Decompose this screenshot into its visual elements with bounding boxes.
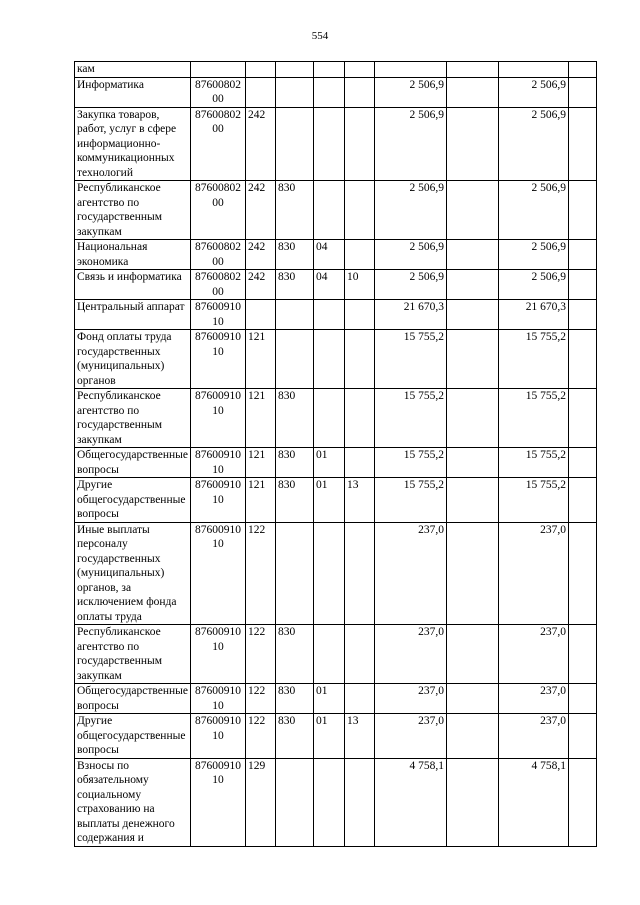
row-subsection bbox=[345, 448, 375, 478]
row-section bbox=[314, 107, 345, 181]
table-row bbox=[75, 758, 597, 846]
row-extra bbox=[447, 684, 499, 714]
row-section bbox=[314, 62, 345, 78]
table-row bbox=[75, 625, 597, 684]
row-section: 04 bbox=[314, 240, 345, 270]
row-amount-2: 237,0 bbox=[499, 625, 569, 684]
row-name: Республиканское агентство по государственным закупкам bbox=[75, 625, 191, 684]
row-amount: 15 755,2 bbox=[375, 448, 447, 478]
row-ministry-code: 830 bbox=[276, 684, 314, 714]
row-target-code: 8760091010 bbox=[191, 448, 246, 478]
row-extra bbox=[447, 625, 499, 684]
row-name: Национальная экономика bbox=[75, 240, 191, 270]
row-extra bbox=[447, 107, 499, 181]
row-amount-2: 15 755,2 bbox=[499, 448, 569, 478]
row-name: Иные выплаты персоналу государственных (муниципальных) органов, за исключением фонда оплаты труда bbox=[75, 522, 191, 625]
table-row bbox=[75, 77, 597, 107]
row-subsection bbox=[345, 62, 375, 78]
row-target-code: 8760080200 bbox=[191, 107, 246, 181]
row-section: 01 bbox=[314, 478, 345, 523]
row-amount: 15 755,2 bbox=[375, 330, 447, 389]
row-subsection bbox=[345, 522, 375, 625]
row-extra-2 bbox=[569, 77, 597, 107]
row-target-code: 8760091010 bbox=[191, 684, 246, 714]
row-section bbox=[314, 389, 345, 448]
row-amount-2: 15 755,2 bbox=[499, 478, 569, 523]
row-amount: 237,0 bbox=[375, 522, 447, 625]
table-row bbox=[75, 240, 597, 270]
row-section: 01 bbox=[314, 448, 345, 478]
row-section bbox=[314, 330, 345, 389]
row-name: Другие общегосударственные вопросы bbox=[75, 478, 191, 523]
row-subsection bbox=[345, 181, 375, 240]
row-section: 01 bbox=[314, 684, 345, 714]
row-subsection bbox=[345, 330, 375, 389]
table-row bbox=[75, 330, 597, 389]
row-amount-2: 2 506,9 bbox=[499, 107, 569, 181]
table-row bbox=[75, 270, 597, 300]
row-expense-type: 121 bbox=[246, 448, 276, 478]
row-expense-type: 242 bbox=[246, 181, 276, 240]
row-extra-2 bbox=[569, 330, 597, 389]
row-extra bbox=[447, 62, 499, 78]
row-extra-2 bbox=[569, 107, 597, 181]
row-ministry-code: 830 bbox=[276, 478, 314, 523]
row-amount: 15 755,2 bbox=[375, 389, 447, 448]
row-amount-2: 21 670,3 bbox=[499, 300, 569, 330]
row-target-code: 8760080200 bbox=[191, 77, 246, 107]
row-name: Республиканское агентство по государственным закупкам bbox=[75, 181, 191, 240]
row-subsection bbox=[345, 625, 375, 684]
row-amount-2: 237,0 bbox=[499, 684, 569, 714]
row-target-code: 8760091010 bbox=[191, 300, 246, 330]
row-extra-2 bbox=[569, 522, 597, 625]
table-row bbox=[75, 714, 597, 759]
row-target-code bbox=[191, 62, 246, 78]
row-name: Республиканское агентство по государственным закупкам bbox=[75, 389, 191, 448]
row-target-code: 8760091010 bbox=[191, 389, 246, 448]
row-extra-2 bbox=[569, 758, 597, 846]
row-subsection bbox=[345, 77, 375, 107]
row-section bbox=[314, 625, 345, 684]
row-extra bbox=[447, 270, 499, 300]
row-extra-2 bbox=[569, 389, 597, 448]
row-amount: 2 506,9 bbox=[375, 107, 447, 181]
row-extra-2 bbox=[569, 448, 597, 478]
table-body bbox=[75, 62, 597, 847]
row-expense-type: 242 bbox=[246, 107, 276, 181]
row-extra-2 bbox=[569, 478, 597, 523]
row-ministry-code: 830 bbox=[276, 181, 314, 240]
row-extra-2 bbox=[569, 181, 597, 240]
row-subsection bbox=[345, 107, 375, 181]
row-amount-2: 4 758,1 bbox=[499, 758, 569, 846]
row-extra-2 bbox=[569, 714, 597, 759]
row-extra-2 bbox=[569, 625, 597, 684]
row-amount-2: 15 755,2 bbox=[499, 330, 569, 389]
row-name: Другие общегосударственные вопросы bbox=[75, 714, 191, 759]
row-extra-2 bbox=[569, 240, 597, 270]
row-section bbox=[314, 522, 345, 625]
row-name: Закупка товаров, работ, услуг в сфере информационно-коммуникационных технологий bbox=[75, 107, 191, 181]
row-expense-type: 242 bbox=[246, 240, 276, 270]
row-expense-type: 122 bbox=[246, 522, 276, 625]
row-amount-2: 2 506,9 bbox=[499, 240, 569, 270]
row-expense-type: 122 bbox=[246, 714, 276, 759]
row-extra bbox=[447, 181, 499, 240]
row-name: Взносы по обязательному социальному страхованию на выплаты денежного содержания и bbox=[75, 758, 191, 846]
row-extra-2 bbox=[569, 62, 597, 78]
row-amount: 15 755,2 bbox=[375, 478, 447, 523]
row-ministry-code: 830 bbox=[276, 389, 314, 448]
row-target-code: 8760091010 bbox=[191, 714, 246, 759]
row-amount: 2 506,9 bbox=[375, 240, 447, 270]
row-name: Информатика bbox=[75, 77, 191, 107]
row-expense-type bbox=[246, 62, 276, 78]
row-ministry-code bbox=[276, 300, 314, 330]
row-amount: 237,0 bbox=[375, 714, 447, 759]
row-ministry-code bbox=[276, 77, 314, 107]
row-name: Центральный аппарат bbox=[75, 300, 191, 330]
row-ministry-code bbox=[276, 62, 314, 78]
row-extra bbox=[447, 714, 499, 759]
row-expense-type bbox=[246, 300, 276, 330]
row-subsection: 13 bbox=[345, 478, 375, 523]
row-extra bbox=[447, 389, 499, 448]
row-subsection bbox=[345, 389, 375, 448]
row-amount-2: 237,0 bbox=[499, 714, 569, 759]
row-extra bbox=[447, 240, 499, 270]
row-amount-2: 2 506,9 bbox=[499, 77, 569, 107]
table-row bbox=[75, 107, 597, 181]
row-expense-type: 129 bbox=[246, 758, 276, 846]
row-section bbox=[314, 300, 345, 330]
row-expense-type: 121 bbox=[246, 330, 276, 389]
row-ministry-code bbox=[276, 107, 314, 181]
row-extra bbox=[447, 330, 499, 389]
row-target-code: 8760080200 bbox=[191, 181, 246, 240]
row-name: кам bbox=[75, 62, 191, 78]
row-amount-2: 15 755,2 bbox=[499, 389, 569, 448]
row-ministry-code: 830 bbox=[276, 625, 314, 684]
table-row bbox=[75, 389, 597, 448]
row-section bbox=[314, 77, 345, 107]
row-amount: 2 506,9 bbox=[375, 77, 447, 107]
row-subsection bbox=[345, 240, 375, 270]
page-number: 554 bbox=[311, 30, 329, 42]
row-expense-type: 122 bbox=[246, 684, 276, 714]
row-amount-2 bbox=[499, 62, 569, 78]
row-expense-type: 121 bbox=[246, 389, 276, 448]
row-ministry-code bbox=[276, 330, 314, 389]
row-ministry-code: 830 bbox=[276, 448, 314, 478]
row-subsection bbox=[345, 684, 375, 714]
row-expense-type: 122 bbox=[246, 625, 276, 684]
row-section bbox=[314, 181, 345, 240]
table-row bbox=[75, 448, 597, 478]
row-ministry-code: 830 bbox=[276, 714, 314, 759]
row-amount: 2 506,9 bbox=[375, 181, 447, 240]
row-ministry-code: 830 bbox=[276, 270, 314, 300]
row-ministry-code: 830 bbox=[276, 240, 314, 270]
row-target-code: 8760091010 bbox=[191, 330, 246, 389]
row-extra bbox=[447, 522, 499, 625]
row-extra-2 bbox=[569, 684, 597, 714]
row-extra bbox=[447, 77, 499, 107]
row-amount: 2 506,9 bbox=[375, 270, 447, 300]
row-target-code: 8760091010 bbox=[191, 478, 246, 523]
row-subsection: 10 bbox=[345, 270, 375, 300]
row-target-code: 8760091010 bbox=[191, 758, 246, 846]
row-name: Связь и информатика bbox=[75, 270, 191, 300]
row-target-code: 8760080200 bbox=[191, 240, 246, 270]
row-target-code: 8760091010 bbox=[191, 522, 246, 625]
row-expense-type: 121 bbox=[246, 478, 276, 523]
row-extra-2 bbox=[569, 300, 597, 330]
row-expense-type bbox=[246, 77, 276, 107]
row-name: Общегосударственные вопросы bbox=[75, 684, 191, 714]
row-target-code: 8760091010 bbox=[191, 625, 246, 684]
row-section: 01 bbox=[314, 714, 345, 759]
row-extra bbox=[447, 758, 499, 846]
row-amount bbox=[375, 62, 447, 78]
row-amount-2: 2 506,9 bbox=[499, 181, 569, 240]
row-ministry-code bbox=[276, 522, 314, 625]
table-row bbox=[75, 300, 597, 330]
row-amount: 21 670,3 bbox=[375, 300, 447, 330]
row-extra bbox=[447, 478, 499, 523]
row-name: Общегосударственные вопросы bbox=[75, 448, 191, 478]
row-ministry-code bbox=[276, 758, 314, 846]
table-row bbox=[75, 522, 597, 625]
table-row bbox=[75, 62, 597, 78]
table-row bbox=[75, 181, 597, 240]
row-subsection bbox=[345, 758, 375, 846]
row-amount: 4 758,1 bbox=[375, 758, 447, 846]
row-name: Фонд оплаты труда государственных (муниципальных) органов bbox=[75, 330, 191, 389]
row-amount: 237,0 bbox=[375, 625, 447, 684]
row-section bbox=[314, 758, 345, 846]
table-row bbox=[75, 478, 597, 523]
row-amount: 237,0 bbox=[375, 684, 447, 714]
budget-table bbox=[74, 61, 597, 847]
row-extra bbox=[447, 448, 499, 478]
row-expense-type: 242 bbox=[246, 270, 276, 300]
row-extra bbox=[447, 300, 499, 330]
row-subsection: 13 bbox=[345, 714, 375, 759]
row-amount-2: 237,0 bbox=[499, 522, 569, 625]
table-row bbox=[75, 684, 597, 714]
row-amount-2: 2 506,9 bbox=[499, 270, 569, 300]
row-extra-2 bbox=[569, 270, 597, 300]
row-target-code: 8760080200 bbox=[191, 270, 246, 300]
row-section: 04 bbox=[314, 270, 345, 300]
row-subsection bbox=[345, 300, 375, 330]
